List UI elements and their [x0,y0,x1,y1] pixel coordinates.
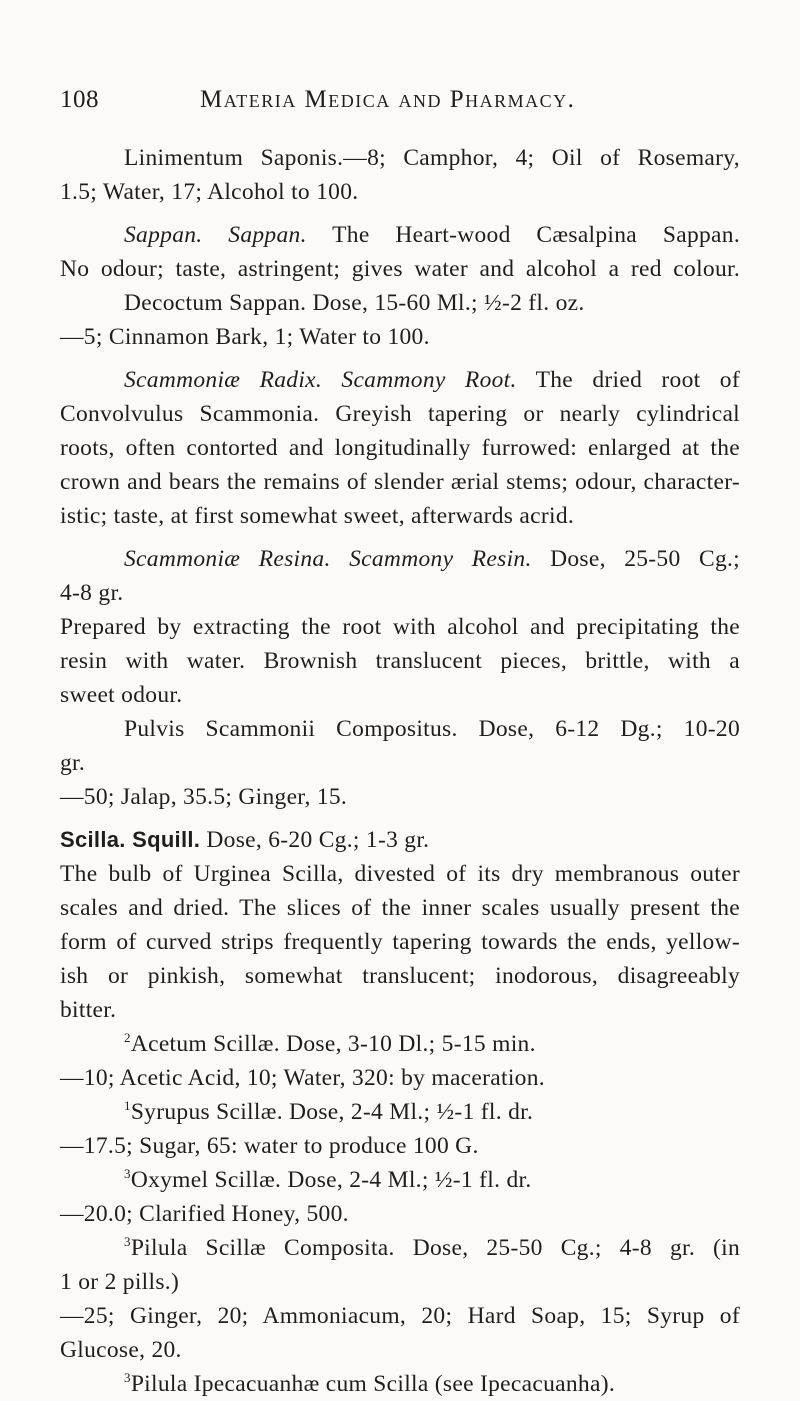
text-line [60,1367,740,1401]
entry-sappan [60,218,740,354]
entry-scammoniae-resina [60,542,740,814]
text-line: Decoctum Sappan. Dose, 15-60 Ml.; ½-2 fl. oz. [124,290,585,316]
text-line: Linimentum Saponis.—8; Camphor, 4; Oil of Rosemary, [124,145,740,171]
text-run: The dried root of [516,367,740,393]
text-line: roots, often contorted and longitudinally furrowed: enlarged at the [60,435,740,461]
text-run: Dose, 25-50 Cg.; [531,546,740,572]
text-line: bitter. [60,997,117,1023]
text-line: crown and bears the remains of slender ærial stems; odour, character- [60,469,740,495]
page-body [60,141,740,1401]
text-line: —10; Acetic Acid, 10; Water, 320: by maceration. [60,1065,545,1091]
text-line [60,1027,740,1061]
entry-scammoniae-radix [60,363,740,533]
text-line: 4-8 gr. [60,580,124,606]
entry-scilla [60,823,740,1401]
footnote-marker: 3 [124,1166,131,1181]
text-run: Acetum Scillæ. Dose, 3-10 Dl.; 5-15 min. [130,1031,536,1057]
text-line: form of curved strips frequently tapering towards the ends, yellow- [60,929,740,955]
text-run: The Heart-wood Cæsalpina Sappan. [306,222,741,248]
footnote-marker: 1 [124,1098,131,1113]
text-line: —17.5; Sugar, 65: water to produce 100 G. [60,1133,479,1159]
text-line: Pulvis Scammonii Compositus. Dose, 6-12 Dg.; 10-20 [124,716,740,742]
text-line: ish or pinkish, somewhat translucent; inodorous, disagreeably [60,963,740,989]
page-number: 108 [60,86,99,113]
text-run: Pilula Scillæ Composita. Dose, 25-50 Cg.; 4-8 gr. (in [130,1235,740,1261]
running-title: Materia Medica and Pharmacy. [200,86,576,113]
text-line: —50; Jalap, 35.5; Ginger, 15. [60,784,348,810]
text-line: 1 or 2 pills.) [60,1269,180,1295]
text-line [60,1095,740,1129]
text-line [60,1163,740,1197]
text-line: —5; Cinnamon Bark, 1; Water to 100. [60,324,430,350]
paragraph-linimentum [60,141,740,209]
text-line: —25; Ginger, 20; Ammoniacum, 20; Hard Soap, 15; Syrup of [60,1303,740,1329]
text-line: sweet odour. [60,682,183,708]
footnote-marker: 3 [124,1234,131,1249]
entry-heading: Scilla. Squill. [60,827,201,852]
text-line: scales and dried. The slices of the inner scales usually present the [60,895,740,921]
entry-heading: Sappan. Sappan. [124,222,307,248]
entry-heading: Scammoniæ Resina. Scammony Resin. [124,546,532,572]
text-run: Dose, 6-20 Cg.; 1-3 gr. [200,827,430,853]
text-line: Convolvulus Scammonia. Greyish tapering or nearly cylindrical [60,401,740,427]
text-line [60,823,740,857]
entry-heading: Scammoniæ Radix. Scammony Root. [124,367,517,393]
text-line [60,542,740,576]
text-line: Prepared by extracting the root with alcohol and precipitating the [60,614,740,640]
text-run: Pilula Ipecacuanhæ cum Scilla (see Ipecacuanha). [130,1371,615,1397]
text-line [60,218,740,252]
text-line: gr. [60,750,86,776]
footnote-marker: 3 [124,1370,131,1385]
text-line: istic; taste, at first somewhat sweet, afterwards acrid. [60,503,575,529]
text-line: Glucose, 20. [60,1337,182,1363]
text-line: 1.5; Water, 17; Alcohol to 100. [60,179,359,205]
text-line [60,363,740,397]
text-line: The bulb of Urginea Scilla, divested of its dry membranous outer [60,861,740,887]
text-run: Syrupus Scillæ. Dose, 2-4 Ml.; ½-1 fl. dr. [130,1099,534,1125]
footnote-marker: 2 [124,1030,131,1045]
text-run: Oxymel Scillæ. Dose, 2-4 Ml.; ½-1 fl. dr. [130,1167,532,1193]
text-line: resin with water. Brownish translucent pieces, brittle, with a [60,648,740,674]
text-line [60,1231,740,1265]
text-line: No odour; taste, astringent; gives water and alcohol a red colour. [60,256,740,282]
text-line: —20.0; Clarified Honey, 500. [60,1201,349,1227]
